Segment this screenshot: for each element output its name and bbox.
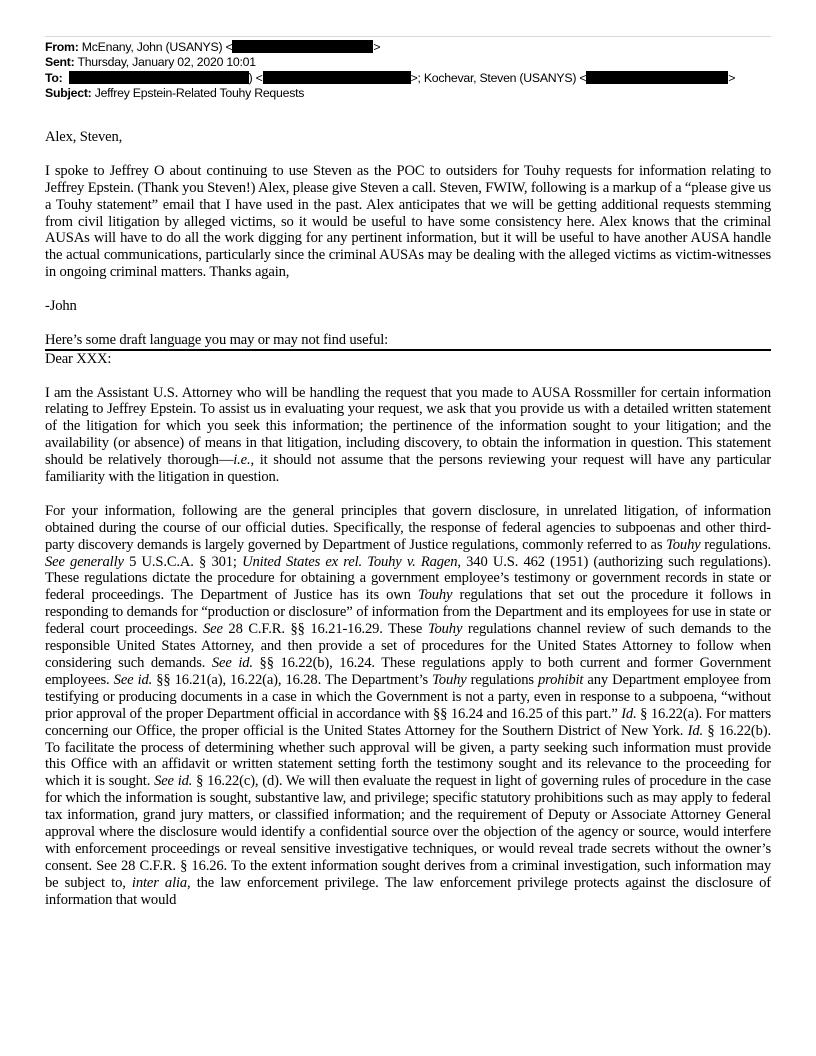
text-run: regulations (466, 671, 538, 688)
text-run: any Department employee from testifying or producing documents in a case in which the Government is not a party, even in response to a subpoena, “without prior approval of the proper Department official in accordance with §§ 16.24 and 16.25 of this part.” (45, 671, 771, 722)
text-run-italic: Touhy (427, 621, 463, 638)
text-run-italic: See (202, 621, 223, 638)
redaction-box (263, 71, 411, 84)
text-run-italic: See id. (113, 671, 153, 688)
text-run: , 340 U.S. 462 (1951) (authorizing such regulations). These regulations dictate the procedure for obtaining a government employee’s testimony or government records in state or federal proceedings. The Department of Justice has its own (45, 553, 771, 604)
message-paragraph: I spoke to Jeffrey O about continuing to use Steven as the POC to outsiders for Touhy requests for information relating to Jeffrey Epstein. (Thank you Steven!) Alex, please give Steven a call. Steven, FWIW, following is a markup of a “please give us a Touhy statement” email that I have used in the past. Alex anticipates that we will be getting additional requests stemming from civil litigation by alleged victims, so it would be useful to have some consistency here. Alex knows that the criminal AUSAs will have to do all the work digging for any pertinent information, but it will be useful to have another AUSA handle the actual communications, particularly since the criminal AUSAs may be dealing with the alleged victims as victim-witnesses in ongoing criminal matters. Thanks again, (45, 162, 771, 281)
draft-paragraph-touhy-principles (45, 503, 771, 909)
signature: -John (45, 298, 77, 315)
text-run: §§ 16.22(b), 16.24. These regulations apply to both current and former Government employees. (45, 655, 771, 688)
subject-label: Subject: (45, 85, 92, 100)
text-run-italic: Touhy (432, 671, 467, 688)
text-run-italic: See id. (154, 773, 193, 790)
text-run: For your information, following are the general principles that govern disclosure, in unrelated litigation, of information obtained during the course of our official duties. Specifically, the response of federal agencies to subpoenas and other third-party discovery demands is largely governed by Department of Justice regulations, commonly referred to as (45, 502, 771, 553)
redaction-box (232, 40, 373, 53)
text-run: § 16.22(b). To facilitate the process of determining whether such approval will be given, a party seeking such information must provide this Office with an affidavit or written statement setting forth the testimony sought and its relevance to the proceeding for which it is sought. (45, 722, 771, 790)
text-run: , the law enforcement privilege. The law enforcement privilege protects against the disclosure of information that would (45, 874, 772, 908)
text-run: , it should not assume that the persons reviewing your request will have any particular familiarity with the litigation in question. (45, 452, 771, 486)
text-run: §§ 16.21(a), 16.22(a), 16.28. The Department’s (152, 671, 433, 688)
from-row (45, 40, 785, 55)
text-run: § 16.22(a). For matters concerning our Office, the proper official is the United States Attorney for the Southern District of New York. (45, 705, 771, 739)
draft-intro: Here’s some draft language you may or may not find useful: (45, 332, 771, 351)
email-body (45, 129, 771, 909)
draft-salutation: Dear XXX: (45, 350, 112, 367)
sent-row (45, 55, 785, 70)
text-run-italic: prohibit (537, 671, 584, 688)
header-divider (45, 36, 771, 37)
text-run-italic: See id. (211, 655, 253, 672)
from-label: From: (45, 40, 79, 54)
text-run-italic: United States ex rel. Touhy v. Ragen (242, 553, 458, 570)
draft-paragraph-request (45, 385, 771, 486)
from-value: McEnany, John (USANYS) < (81, 40, 233, 54)
subject-row (45, 86, 785, 101)
text-run: regulations that set out the procedure it follows in responding to demands for “production or disclosure” of information from the Department and its employees for use in state or federal court proceedings. (45, 587, 771, 638)
text-run-italic: Touhy (666, 536, 701, 553)
greeting: Alex, Steven, (45, 129, 123, 145)
redaction-box (586, 71, 728, 84)
redaction-box (69, 71, 249, 84)
text-run-italic: Touhy (417, 587, 453, 604)
sent-label: Sent: (45, 55, 75, 70)
text-run: 28 C.F.R. §§ 16.21-16.29. These (222, 621, 428, 638)
email-header (45, 40, 785, 101)
to-separator: ) < (248, 70, 263, 85)
sent-value: Thursday, January 02, 2020 10:01 (77, 55, 256, 70)
to-close: > (728, 70, 736, 85)
text-run-italic: See generally (45, 553, 124, 570)
from-close: > (373, 40, 381, 54)
to-label: To: (45, 70, 63, 85)
text-run: § 16.22(c), (d). We will then evaluate the request in light of governing rules of procedure in the case for which the information is sought, substantive law, and privilege; specific statutory prohibitions such as may apply to federal tax information, grand jury matters, or classified information; and the requirement of Deputy or Associate Attorney General approval where the disclosure would identify a confidential source over the objection of the agency or source, would interfere with enforcement proceedings or reveal sensitive investigative techniques, or would reveal trade secrets without the owner’s consent. See 28 C.F.R. § 16.26. To the extent information sought derives from a criminal investigation, such information may be subject to, (45, 773, 771, 891)
text-run: I am the Assistant U.S. Attorney who will be handling the request that you made to AUSA Rossmiller for certain information relating to Jeffrey Epstein. To assist us in evaluating your request, we ask that you provide us with a detailed written statement of the litigation for which you seek this information; the pertinence of the information sought to your litigation; and the availability (or absence) of means in that litigation, including discovery, to obtain the information in question. This statement should be relatively thorough— (45, 384, 771, 469)
text-run-italic: Id. (621, 705, 637, 722)
text-run-italic: Id. (687, 722, 704, 739)
to-cc-recipient: >; Kochevar, Steven (USANYS) < (410, 70, 587, 85)
subject-value: Jeffrey Epstein-Related Touhy Requests (94, 85, 305, 100)
text-run: 5 U.S.C.A. § 301; (123, 553, 243, 570)
text-run-italic: inter alia (131, 874, 188, 891)
text-run: regulations channel review of such demands to the responsible United States Attorney, and then provide a set of procedures for the United States Attorney to follow when considering such demands. (45, 621, 771, 672)
text-run-italic: i.e. (233, 452, 251, 469)
text-run: regulations. (700, 536, 771, 553)
to-row (45, 71, 785, 86)
